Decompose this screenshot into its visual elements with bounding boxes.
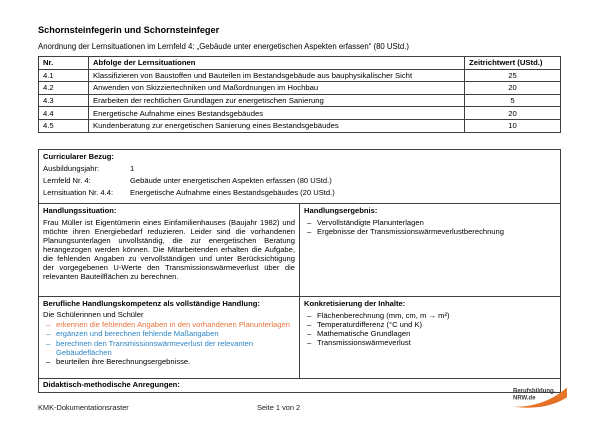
curricularer-bezug-heading: Curricularer Bezug: — [43, 152, 114, 161]
cell-nr: 4.1 — [39, 69, 89, 82]
curricular-item — [43, 163, 556, 175]
table-row — [39, 82, 561, 95]
page-title: Schornsteinfegerin und Schornsteinfeger — [38, 25, 220, 35]
cell-nr: 4.4 — [39, 107, 89, 120]
lernsituationen-table — [38, 56, 561, 133]
curricular-label: Lernsituation Nr. 4.4: — [43, 187, 114, 197]
cell-abfolge: Klassifizieren von Baustoffen und Bauteilen im Bestandsgebäude aus bauphysikalischer Sicht — [89, 69, 465, 82]
list-item: – Vervollständigte Planunterlagen — [304, 218, 556, 227]
konkretisierung-list — [304, 311, 556, 348]
table-header-row — [39, 57, 561, 70]
cell-abfolge: Kundenberatung zur energetischen Sanierung eines Bestandsgebäudes — [89, 119, 465, 132]
handlungsergebnis-cell — [300, 204, 561, 297]
konkretisierung-cell — [300, 297, 561, 379]
curricularer-bezug-cell — [39, 150, 561, 204]
handlungskompetenz-list — [43, 320, 295, 366]
handlungssituation-heading: Handlungssituation: — [43, 206, 117, 215]
list-item-highlighted: – berechnen den Transmissionswärmeverlust der relevanten Gebäudeflächen — [43, 339, 295, 358]
cell-zeitrichtwert: 5 — [465, 94, 561, 107]
lernsituation-detail-table — [38, 149, 561, 393]
cell-zeitrichtwert: 10 — [465, 119, 561, 132]
handlungssituation-text: Frau Müller ist Eigentümerin eines Einfamilienhauses (Baujahr 1982) und möchte ihren Energiebedarf reduzieren. Leider sind die vorhandenen Planungsunterlagen unvollständig, die zur energetischen Beratung herangezogen werden können. Die Mitarbeitenden erhalten die Aufgabe, die fehlenden Angaben zu vervollständigen und unter Berücksichtigung der vorgegebenen U-Werte den Transmissionswärmeverlust über die relevanten Bauteilflächen zu berechnen. — [43, 217, 295, 281]
footer-page-number: Seite 1 von 2 — [257, 403, 301, 412]
list-item: – Flächenberechnung (mm, cm, m → m²) — [304, 311, 556, 320]
list-item: – Temperaturdifferenz (°C und K) — [304, 320, 556, 329]
list-item: – Transmissionswärmeverlust — [304, 338, 556, 347]
list-item-highlighted: – erkennen die fehlenden Angaben in den vorhandenen Planunterlagen — [43, 320, 295, 329]
didaktisch-heading: Didaktisch-methodische Anregungen: — [43, 380, 180, 389]
logo-text-line1: Berufsbildung. — [513, 388, 556, 395]
cell-nr: 4.5 — [39, 119, 89, 132]
table-row — [39, 69, 561, 82]
kompetenz-row — [39, 297, 561, 379]
handlungssituation-cell — [39, 204, 300, 297]
list-item: – beurteilen ihre Berechnungsergebnisse. — [43, 357, 295, 366]
cell-nr: 4.2 — [39, 82, 89, 95]
didaktisch-row — [39, 379, 561, 393]
handlungsergebnis-list — [304, 218, 556, 237]
didaktisch-cell — [39, 379, 561, 393]
curricularer-bezug-row — [39, 150, 561, 204]
cell-abfolge: Anwenden von Skizziertechniken und Maßordnungen im Hochbau — [89, 82, 465, 95]
list-item-highlighted: – ergänzen und berechnen fehlende Maßangaben — [43, 329, 295, 338]
cell-abfolge: Energetische Aufnahme eines Bestandsgebäudes — [89, 107, 465, 120]
col-header-nr: Nr. — [39, 57, 89, 70]
col-header-zeitrichtwert: Zeitrichtwert (UStd.) — [465, 57, 561, 70]
handlungskompetenz-heading: Berufliche Handlungskompetenz als vollständige Handlung: — [43, 299, 260, 308]
handlungskompetenz-cell — [39, 297, 300, 379]
handlung-row — [39, 204, 561, 297]
col-header-abfolge: Abfolge der Lernsituationen — [89, 57, 465, 70]
cell-zeitrichtwert: 25 — [465, 69, 561, 82]
logo-text-line2: NRW.de — [513, 395, 536, 402]
footer-document-name: KMK-Dokumentationsraster — [38, 403, 129, 412]
curricular-item — [43, 175, 556, 187]
table-row — [39, 107, 561, 120]
curricular-item — [43, 187, 556, 199]
handlungskompetenz-intro: Die Schülerinnen und Schüler — [43, 309, 144, 319]
handlungsergebnis-heading: Handlungsergebnis: — [304, 206, 378, 215]
list-item: – Mathematische Grundlagen — [304, 329, 556, 338]
curricular-value: Gebäude unter energetischen Aspekten erfassen (80 UStd.) — [130, 175, 332, 185]
cell-nr: 4.3 — [39, 94, 89, 107]
list-item: – Ergebnisse der Transmissionswärmeverlustberechnung — [304, 227, 556, 236]
konkretisierung-heading: Konkretisierung der Inhalte: — [304, 299, 406, 308]
curricular-value: 1 — [130, 163, 135, 173]
curricular-label: Ausbildungsjahr: — [43, 163, 100, 173]
curricular-value: Energetische Aufnahme eines Bestandsgebäudes (20 UStd.) — [130, 187, 335, 197]
curricular-label: Lernfeld Nr. 4: — [43, 175, 91, 185]
table-row — [39, 94, 561, 107]
table-row — [39, 119, 561, 132]
berufsbildung-nrw-logo — [511, 384, 571, 410]
page-subtitle: Anordnung der Lernsituationen im Lernfeld 4: „Gebäude unter energetischen Aspekten erfassen“ (80 UStd.) — [38, 42, 410, 51]
cell-abfolge: Erarbeiten der rechtlichen Grundlagen zur energetischen Sanierung — [89, 94, 465, 107]
cell-zeitrichtwert: 20 — [465, 107, 561, 120]
cell-zeitrichtwert: 20 — [465, 82, 561, 95]
